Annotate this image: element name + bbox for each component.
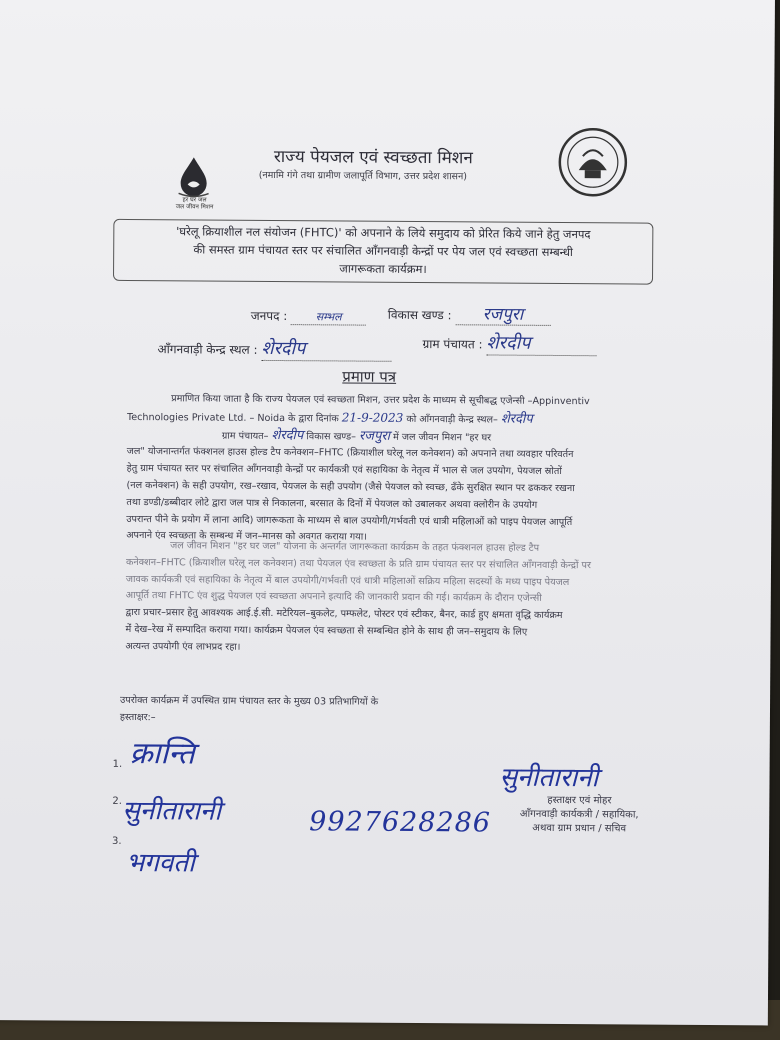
block-value: रजपुरा <box>455 301 550 326</box>
certificate-title: प्रमाण पत्र <box>342 367 397 386</box>
participants-intro-line: उपरोक्त कार्यक्रम में उपस्थित ग्राम पंचायत स्तर के मुख्य 03 प्रतिभागियों के <box>120 694 379 708</box>
mission-text: में जल जीवन मिशन "हर घर <box>393 431 492 444</box>
program-banner <box>113 219 653 285</box>
paragraph-line: आपूर्ति तथा FHTC एंव शुद्ध पेयजल एवं स्वच्छता अपनाने इत्यादि की जानकारी प्रदान की गई। कार्यक्रम के दौरान एजेन्सी <box>125 590 542 605</box>
panchayat-handwritten: शेरदीप <box>271 427 304 443</box>
signatory-signature: सुनीतारानी <box>499 762 599 794</box>
paragraph-line: तथा डण्डी/डब्बीदार लोटे द्वारा जल पात्र से निकालना, बरसात के दिनों में पेयजल को उबालकर अथवा क्लोरीन के उपयोग <box>126 496 538 511</box>
participant-phone: 9927628286 <box>309 806 492 839</box>
paragraph-line: प्रमाणित किया जाता है कि राज्य पेयजल एवं स्वच्छता मिशन, उत्तर प्रदेश के माध्यम से सूचीबद्ध एजेन्सी –Appinventiv <box>171 393 590 408</box>
signatory-label-3: अथवा ग्राम प्रधान / सचिव <box>532 822 627 835</box>
paragraph-line: द्वारा प्रचार–प्रसार हेतु आवश्यक आई.ई.सी. मटेरियल–बुकलेट, पम्फलेट, पोस्टर एवं स्टीकर, बैनर, कार्ड हुए क्षमता वृद्धि कार्यक्रम <box>125 607 563 622</box>
page-title: राज्य पेयजल एवं स्वच्छता मिशन <box>273 146 473 169</box>
participants-signature-label: हस्ताक्षर:– <box>119 711 156 723</box>
logo-text: हर घर जल <box>182 196 207 204</box>
signatory-block <box>489 794 669 837</box>
panchayat-label: ग्राम पंचायत : <box>422 337 483 352</box>
center-handwritten: शेरदीप <box>500 411 533 427</box>
agency-text: Technologies Private Ltd. – Noida के द्वारा दिनांक <box>126 411 339 425</box>
block-handwritten: रजपुरा <box>358 428 391 444</box>
panchayat-field <box>422 330 596 356</box>
certificate-paragraph-1 <box>126 391 737 549</box>
panchayat-value: शेरदीप <box>486 330 596 356</box>
banner-line-1: 'घरेलू क्रियाशील नल संयोजन (FHTC)' को अपनाने के लिये समुदाय को प्रेरित किये जाने हेतु जनपद <box>176 224 591 242</box>
paragraph-line: (नल कनेक्शन) के सही उपयोग, रख–रखाव, पेयजल के सही उपयोग (जैसे पेयजल को स्वच्छ, ढँके सुरक्षित स्थान पर ढककर रखना <box>126 479 575 495</box>
center-value: शेरदीप <box>261 336 391 362</box>
page-subtitle: (नमामि गंगे तथा ग्रामीण जलापूर्ति विभाग, उत्तर प्रदेश शासन) <box>258 169 468 183</box>
center-field <box>157 335 391 362</box>
block-field <box>388 301 551 326</box>
paragraph-line: कनेक्शन–FHTC (क्रियाशील घरेलू नल कनेक्शन) तथा पेयजल एंव स्वच्छता के प्रति ग्राम पंचायत स्तर पर संचालित आँगनवाड़ी केन्द्रों पर <box>125 556 591 572</box>
participant-signature-1: क्रान्ति <box>129 735 195 772</box>
paragraph-line: जल" योजनान्तर्गत फंक्शनल हाउस होल्ड टैप कनेक्शन–FHTC (क्रियाशील घरेलू नल कनेक्शन) को अपनाने तथा व्यवहार परिवर्तन <box>126 446 574 461</box>
center-label: आँगनवाड़ी केन्द्र स्थल : <box>157 342 258 357</box>
paragraph-line: जावक कार्यकत्री एवं सहायिका के नेतृत्व में बाल उपयोगी/गर्भवती एवं धात्री महिलाओं सक्रिय महिला सदस्यों के मध्य पाइप पेयजल <box>125 573 570 588</box>
participant-signature-3: भगवती <box>125 847 195 879</box>
paragraph-line: जल जीवन मिशन "हर घर जल" योजना के अन्तर्गत जागरूकता कार्यक्रम के तहत फंक्शनल हाउस होल्ड टैप <box>170 540 540 554</box>
certificate-paragraph-2 <box>125 538 736 660</box>
paragraph-line: अत्यन्त उपयोगी एंव लाभप्रद रहा। <box>125 640 241 653</box>
panchayat-text: ग्राम पंचायत– <box>221 430 269 442</box>
paragraph-line: उपरान्त पीने के प्रयोग में लाना आदि) जागरूकता के माध्यम से बाल उपयोगी/गर्भवती एवं धात्री महिलाओं को पाइप पेयजल आपूर्ति <box>126 513 573 528</box>
district-label: जनपद : <box>250 308 288 324</box>
logo-caption <box>170 196 218 210</box>
participant-number-3: 3. <box>112 835 122 847</box>
participant-signature-2: सुनीतारानी <box>122 795 222 827</box>
signatory-label-1: हस्ताक्षर एवं मोहर <box>547 794 612 807</box>
banner-line-2: की समस्त ग्राम पंचायत स्तर पर संचालित आँगनवाड़ी केन्द्रों पर पेय जल एवं स्वच्छता सम्बन्धी <box>193 242 573 260</box>
block-label: विकास खण्ड : <box>387 307 452 323</box>
participants-intro <box>120 693 540 730</box>
logo-subtext: जल जीवन मिशन <box>175 203 214 211</box>
center-text: को आँगनवाड़ी केन्द्र स्थल– <box>406 413 498 426</box>
banner-line-3: जागरूकता कार्यक्रम। <box>339 261 427 277</box>
district-field <box>251 307 367 326</box>
paragraph-line: हेतु ग्राम पंचायत स्तर पर संचालित आँगनवाड़ी केन्द्रों पर कार्यकत्री एवं सहायिका के नेतृत्व में भाल से जल उपयोग, पेयजल स्रोतों <box>126 463 562 478</box>
district-value: सम्भल <box>291 309 366 326</box>
participant-number-1: 1. <box>112 758 123 770</box>
participant-number-2: 2. <box>112 795 122 807</box>
block-text: विकास खण्ड– <box>306 430 356 443</box>
program-date: 21-9-2023 <box>341 410 404 425</box>
paragraph-line: मेंं देख–रेख में सम्पादित कराया गया। कार्यक्रम पेयजल एंव स्वच्छता से सम्बन्धित होने के साथ ही जन–समुदाय के लिए <box>125 623 528 638</box>
state-emblem-icon <box>557 126 630 199</box>
signatory-label-2: आँगनवाड़ी कार्यकत्री / सहायिका, <box>519 808 639 821</box>
paragraph-line: अपनाने एंव स्वच्छता के सम्बन्ध में जन–मानस को अवगत कराया गया। <box>126 530 367 544</box>
